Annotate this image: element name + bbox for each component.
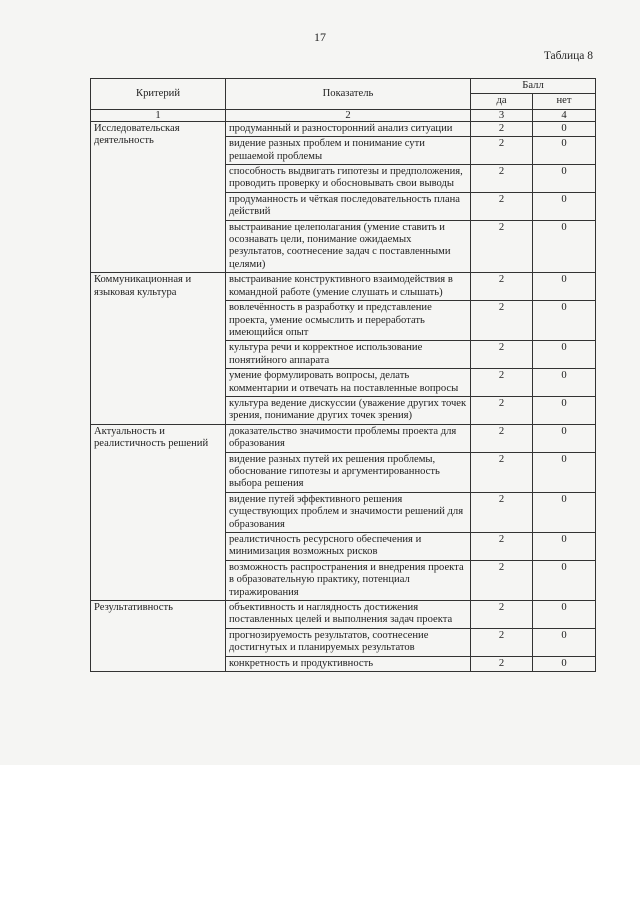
header-indicator: Показатель	[226, 79, 471, 110]
score-no-cell: 0	[533, 560, 596, 600]
table-row	[91, 601, 596, 629]
score-yes-cell: 2	[471, 452, 533, 492]
score-yes-cell: 2	[471, 192, 533, 220]
score-no-cell: 0	[533, 273, 596, 301]
table-row	[91, 121, 596, 136]
score-no-cell: 0	[533, 137, 596, 165]
score-no-cell: 0	[533, 192, 596, 220]
criterion-cell: Коммуникационная и языковая культура	[91, 273, 226, 424]
score-yes-cell: 2	[471, 424, 533, 452]
indicator-cell: выстраивание конструктивного взаимодействия в командной работе (умение слушать и слышать)	[226, 273, 471, 301]
header-yes: да	[471, 94, 533, 109]
indicator-cell: конкретность и продуктивность	[226, 656, 471, 671]
indicator-cell: видение разных проблем и понимание сути решаемой проблемы	[226, 137, 471, 165]
score-yes-cell: 2	[471, 533, 533, 561]
score-yes-cell: 2	[471, 165, 533, 193]
score-yes-cell: 2	[471, 220, 533, 273]
header-row	[91, 79, 596, 94]
score-yes-cell: 2	[471, 301, 533, 341]
score-yes-cell: 2	[471, 121, 533, 136]
table-row	[91, 273, 596, 301]
column-index: 4	[533, 109, 596, 121]
score-yes-cell: 2	[471, 273, 533, 301]
score-no-cell: 0	[533, 121, 596, 136]
score-yes-cell: 2	[471, 656, 533, 671]
score-yes-cell: 2	[471, 628, 533, 656]
indicator-cell: видение разных путей их решения проблемы, обоснование гипотезы и аргументированность выбора решения	[226, 452, 471, 492]
score-yes-cell: 2	[471, 492, 533, 532]
score-yes-cell: 2	[471, 601, 533, 629]
page-number: 17	[314, 30, 326, 44]
indicator-cell: выстраивание целеполагания (умение ставить и осознавать цели, понимание ожидаемых результатов, соотнесение задач с поставленными целями)	[226, 220, 471, 273]
score-no-cell: 0	[533, 220, 596, 273]
criterion-cell: Актуальность и реалистичность решений	[91, 424, 226, 600]
score-yes-cell: 2	[471, 560, 533, 600]
column-index-row	[91, 109, 596, 121]
indicator-cell: умение формулировать вопросы, делать комментарии и отвечать на поставленные вопросы	[226, 369, 471, 397]
indicator-cell: объективность и наглядность достижения поставленных целей и выполнения задач проекта	[226, 601, 471, 629]
indicator-cell: доказательство значимости проблемы проекта для образования	[226, 424, 471, 452]
column-index: 1	[91, 109, 226, 121]
column-index: 3	[471, 109, 533, 121]
score-yes-cell: 2	[471, 137, 533, 165]
indicator-cell: продуманный и разносторонний анализ ситуации	[226, 121, 471, 136]
score-no-cell: 0	[533, 628, 596, 656]
criterion-cell: Результативность	[91, 601, 226, 672]
indicator-cell: культура речи и корректное использование понятийного аппарата	[226, 341, 471, 369]
column-index: 2	[226, 109, 471, 121]
score-no-cell: 0	[533, 341, 596, 369]
table-body	[91, 121, 596, 671]
score-no-cell: 0	[533, 656, 596, 671]
score-no-cell: 0	[533, 452, 596, 492]
score-no-cell: 0	[533, 492, 596, 532]
indicator-cell: видение путей эффективного решения существующих проблем и значимости решений для образования	[226, 492, 471, 532]
score-no-cell: 0	[533, 301, 596, 341]
indicator-cell: вовлечённость в разработку и представление проекта, умение осмыслить и переработать имеющийся опыт	[226, 301, 471, 341]
indicator-cell: продуманность и чёткая последовательность плана действий	[226, 192, 471, 220]
criterion-cell: Исследовательская деятельность	[91, 121, 226, 272]
indicator-cell: прогнозируемость результатов, соотнесение достигнутых и планируемых результатов	[226, 628, 471, 656]
score-no-cell: 0	[533, 424, 596, 452]
indicator-cell: способность выдвигать гипотезы и предположения, проводить проверку и обосновывать свои выводы	[226, 165, 471, 193]
criteria-table	[90, 78, 596, 672]
score-yes-cell: 2	[471, 396, 533, 424]
header-criterion: Критерий	[91, 79, 226, 110]
table-caption: Таблица 8	[543, 50, 593, 62]
indicator-cell: возможность распространения и внедрения проекта в образовательную практику, потенциал тиражирования	[226, 560, 471, 600]
table-row	[91, 424, 596, 452]
score-no-cell: 0	[533, 396, 596, 424]
indicator-cell: реалистичность ресурсного обеспечения и минимизация возможных рисков	[226, 533, 471, 561]
score-no-cell: 0	[533, 165, 596, 193]
indicator-cell: культура ведение дискуссии (уважение других точек зрения, понимание других точек зрения)	[226, 396, 471, 424]
score-no-cell: 0	[533, 369, 596, 397]
score-yes-cell: 2	[471, 341, 533, 369]
score-yes-cell: 2	[471, 369, 533, 397]
score-no-cell: 0	[533, 601, 596, 629]
score-no-cell: 0	[533, 533, 596, 561]
header-no: нет	[533, 94, 596, 109]
header-score: Балл	[471, 79, 596, 94]
